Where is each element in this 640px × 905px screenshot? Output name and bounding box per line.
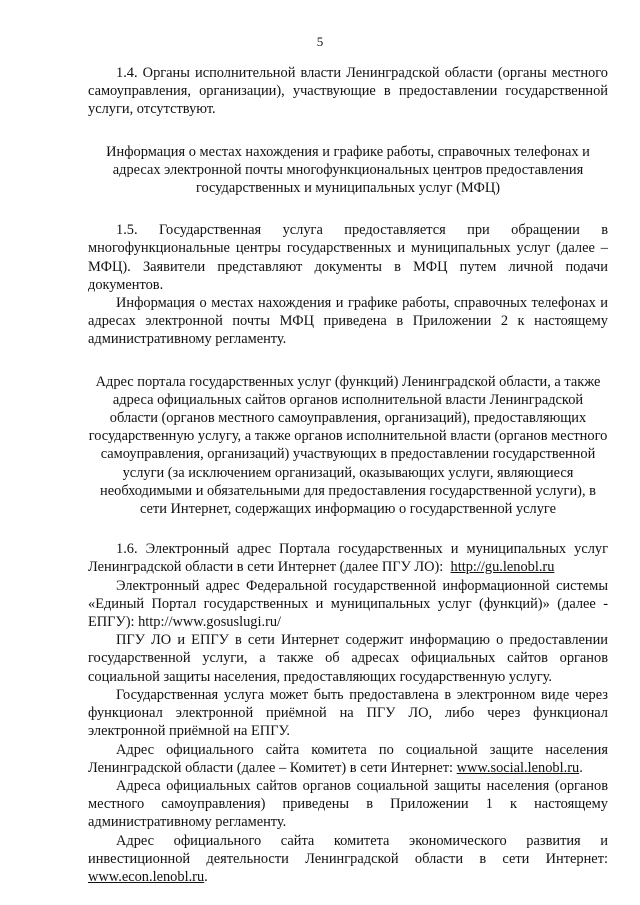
paragraph-pgu-info: ПГУ ЛО и ЕПГУ в сети Интернет содержит информацию о предоставлении государственной услуги, а также об адресах официальных сайтов органов социальной защиты населения, предоставляющих государственную услугу. (88, 632, 608, 685)
heading-portal-addresses: Адрес портала государственных услуг (функций) Ленинградской области, а также адреса официальных сайтов органов исполнительной власти Ленинградской области (органов местного самоуправления, организаций), предоставляющих государственную услугу, а также органов исполнительной власти (органов местного самоуправления, организаций) участвующих в предоставлении государственной услуги (за исключением организаций, оказывающих услуги, являющиеся необходимыми и обязательными для предоставления государственной услуги), в сети Интернет, содержащих информацию о государственной услуге (88, 373, 608, 518)
heading-mfc-info: Информация о местах нахождения и графике работы, справочных телефонах и адресах электронной почты многофункциональных центров предоставления государственных и муниципальных услуг (МФЦ) (106, 143, 590, 197)
paragraph-1-5: 1.5. Государственная услуга предоставляется при обращении в многофункциональные центры государственных и муниципальных услуг (далее – МФЦ). Заявители представляют документы в МФЦ путем личной подачи документов. (88, 222, 608, 293)
paragraph-mfc-info: Информация о местах нахождения и графике работы, справочных телефонах и адресах электронной почты МФЦ приведена в Приложении 2 к настоящему административному регламенту. (88, 295, 608, 348)
social-lenobl-link[interactable]: www.social.lenobl.ru (456, 759, 580, 776)
paragraph-econ-site (88, 832, 608, 887)
page-content (88, 64, 608, 886)
paragraph-1-4: 1.4. Органы исполнительной власти Ленинградской области (органы местного самоуправления, организации), участвующие в предоставлении государственной услуги, отсутствуют. (88, 65, 608, 118)
paragraph-electronic-service: Государственная услуга может быть предоставлена в электронном виде через функционал электронной приёмной на ПГУ ЛО, либо через функционал электронной приёмной на ЕПГУ. (88, 686, 608, 740)
paragraph-1-6 (88, 540, 608, 576)
econ-period: . (204, 868, 208, 885)
paragraph-epgu: Электронный адрес Федеральной государственной информационной системы «Единый Портал государственных и муниципальных услуг (функций)» (далее - ЕПГУ): http://www.gosuslugi.ru/ (88, 577, 608, 631)
paragraph-committee-site (88, 741, 608, 777)
pgu-lo-link[interactable]: http://gu.lenobl.ru (450, 559, 555, 576)
paragraph-social-orgs: Адреса официальных сайтов органов социальной защиты населения (органов местного самоуправления) приведены в Приложении 1 к настоящему административному регламенту. (88, 777, 608, 831)
committee-period: . (579, 759, 583, 776)
paragraph-1-6-text: 1.6. Электронный адрес Портала государственных и муниципальных услуг Ленинградской области в сети Интернет (далее ПГУ ЛО): (88, 541, 608, 576)
econ-lenobl-link[interactable]: www.econ.lenobl.ru (88, 868, 205, 885)
econ-text: Адрес официального сайта комитета экономического развития и инвестиционной деятельности Ленинградской области в сети Интернет: (88, 832, 608, 867)
committee-text: Адрес официального сайта комитета по социальной защите населения Ленинградской области (далее – Комитет) в сети Интернет: (88, 741, 608, 776)
page-number: 5 (316, 34, 324, 49)
